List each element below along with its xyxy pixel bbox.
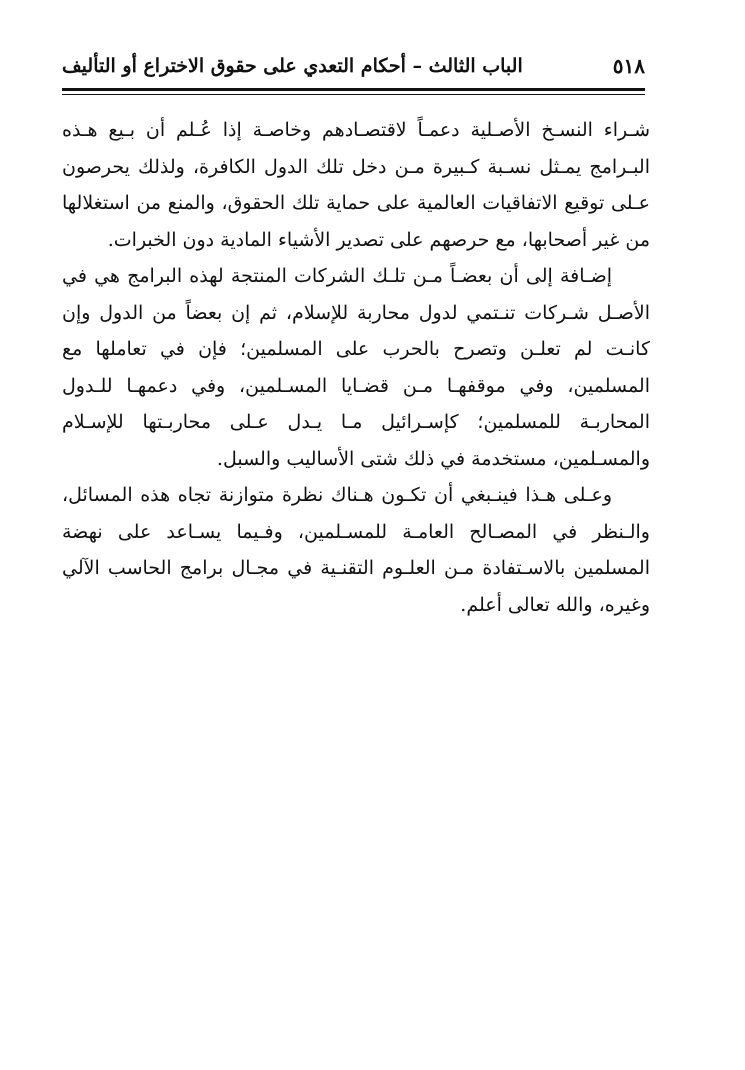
chapter-title: الباب الثالث – أحكام التعدي على حقوق الاختراع أو التأليف (62, 55, 523, 77)
paragraph-2: إضـافة إلى أن بعضـاً مـن تلـك الشركات المنتجة لهذه البرامج هي في الأصـل شـركات تنـتمي لدول محاربة للإسلام، ثم إن بعضاً من الدول وإن كانـت لم تعلـن وتصرح بالحرب على المسلمين؛ فإن في تعاملها مع المسلمين، وفي موقفهـا مـن قضـايا المسـلمين، وفي دعمهـا للـدول المحاربـة للمسلمين؛ كإسـرائيل مـا يـدل عـلى محاربـتها للإسـلام والمسـلمين، مستخدمة في ذلك شتى الأساليب والسبل. (62, 265, 650, 470)
paragraph-1: شـراء النسـخ الأصـلية دعمـاً لاقتصـادهم وخاصـة إذا عُـلم أن بـيع هـذه البـرامج يمـثل نسـبة كـبيرة مـن دخل تلك الدول الكافرة، ولذلك يحرصون عـلى توقيع الاتفاقيات العالمية على حماية تلك الحقوق، والمنع من استغلالها من غير أصحابها، مع حرصهم على تصدير الأشياء المادية دون الخبرات. (62, 119, 650, 251)
running-header (62, 46, 645, 86)
header-rule-thin (62, 94, 645, 95)
body-text (62, 112, 650, 623)
paragraph-3: وعـلى هـذا فينـبغي أن تكـون هـناك نظرة متوازنة تجاه هذه المسائل، والـنظر في المصـالح العامـة للمسـلمين، وفـيما يسـاعد على نهضة المسلمين بالاسـتفادة مـن العلـوم التقنـية في مجـال برامج الحاسب الآلي وغيره، والله تعالى أعلم. (62, 484, 650, 616)
header-rule-thick (62, 88, 645, 91)
page-number: ٥١٨ (612, 54, 645, 78)
